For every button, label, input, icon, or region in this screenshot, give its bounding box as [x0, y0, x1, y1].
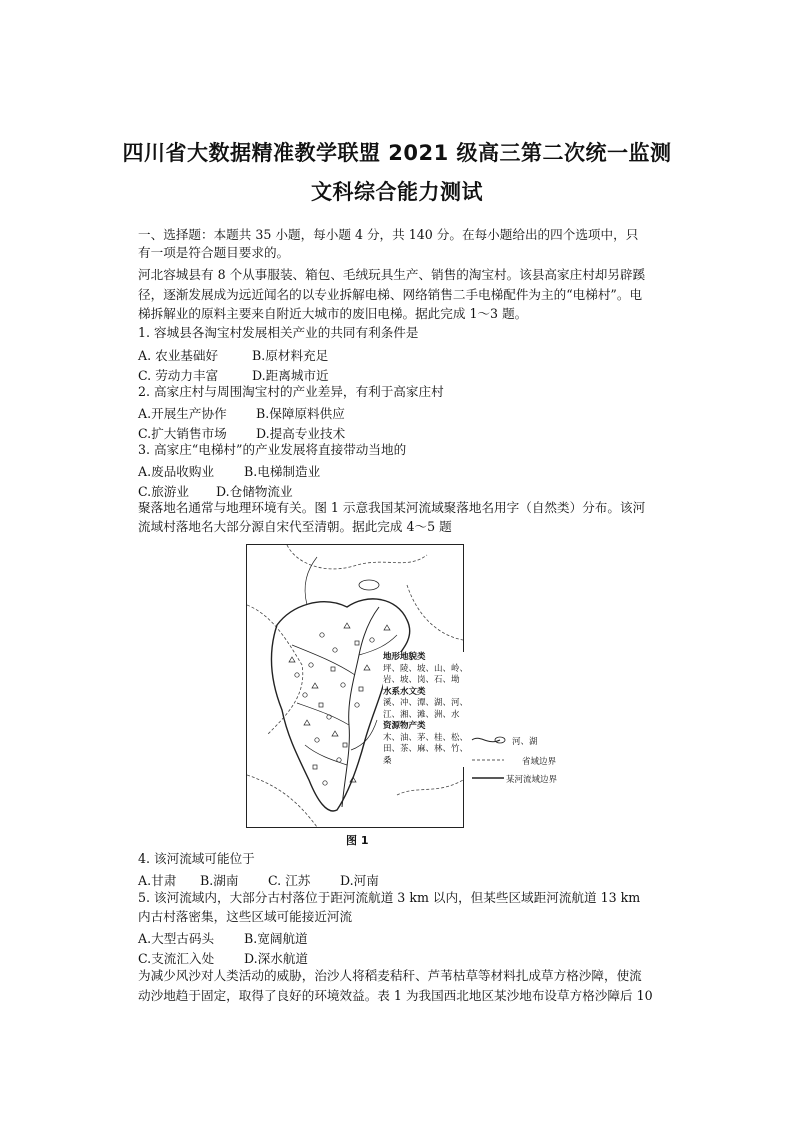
q4-option-d[interactable]: D.河南 [340, 873, 379, 888]
figure-caption: 图 1 [346, 834, 369, 847]
passage-1-line-2: 径，逐渐发展成为远近闻名的以专业拆解电梯、网络销售二手电梯配件为主的“电梯村”。电 [138, 287, 643, 302]
legend-terrain-chars: 坪、陵、坡、山、岭、岩、坡、岗、石、坳 [383, 663, 469, 685]
q4-option-b[interactable]: B.湖南 [200, 873, 239, 888]
page-subtitle: 文科综合能力测试 [311, 180, 483, 204]
section-instructions-cont: 有一项是符合题目要求的。 [138, 245, 290, 260]
q4-option-a[interactable]: A.甘肃 [138, 873, 177, 888]
question-3-stem: 3. 高家庄“电梯村”的产业发展将直接带动当地的 [138, 442, 407, 457]
question-2-stem: 2. 高家庄村与周围淘宝村的产业差异，有利于高家庄村 [138, 384, 444, 399]
passage-3-line-2: 动沙地趋于固定，取得了良好的环境效益。表 1 为我国西北地区某沙地布设草方格沙障后 10 [138, 988, 653, 1003]
q5-option-a[interactable]: A.大型古码头 [138, 931, 215, 946]
q1-option-a[interactable]: A. 农业基础好 [138, 348, 219, 363]
section-instructions: 一、选择题：本题共 35 小题，每小题 4 分，共 140 分。在每小题给出的四个选项中，只 [138, 227, 639, 242]
question-5-stem: 5. 该河流域内，大部分古村落位于距河流航道 3 km 以内，但某些区域距河流航道 13 km [138, 890, 641, 905]
legend-river-lake: 河、湖 [512, 737, 538, 747]
passage-1-line-3: 梯拆解业的原料主要来自附近大城市的废旧电梯。据此完成 1～3 题。 [138, 306, 528, 321]
q3-option-d[interactable]: D.仓储物流业 [216, 484, 293, 499]
q2-option-c[interactable]: C.扩大销售市场 [138, 426, 227, 441]
passage-2-line-2: 流域村落地名大部分源自宋代至清朝。据此完成 4～5 题 [138, 519, 452, 534]
q3-option-a[interactable]: A.废品收购业 [138, 464, 215, 479]
q4-option-c[interactable]: C. 江苏 [268, 873, 311, 888]
q5-option-d[interactable]: D.深水航道 [244, 951, 309, 966]
legend-resource-chars: 木、油、茅、桂、松、田、茶、麻、林、竹、桑 [383, 732, 469, 766]
q3-option-b[interactable]: B.电梯制造业 [244, 464, 321, 479]
q5-option-c[interactable]: C.支流汇入处 [138, 951, 215, 966]
legend-water-chars: 溪、冲、潭、湖、河、江、湘、滩、洲、水 [383, 698, 469, 720]
page-title: 四川省大数据精准教学联盟 2021 级高三第二次统一监测 [122, 141, 672, 165]
q1-option-b[interactable]: B.原材料充足 [252, 348, 329, 363]
q2-option-a[interactable]: A.开展生产协作 [138, 406, 227, 421]
legend-basin-border: 某河流域边界 [506, 775, 558, 785]
passage-3-line-1: 为减少风沙对人类活动的威胁，治沙人将稻麦秸秆、芦苇枯草等材料扎成草方格沙障，使流 [138, 968, 642, 983]
q1-option-c[interactable]: C. 劳动力丰富 [138, 368, 219, 383]
q1-option-d[interactable]: D.距离城市近 [252, 368, 329, 383]
external-legend-symbols [470, 732, 510, 792]
q5-option-b[interactable]: B.宽阔航道 [244, 931, 308, 946]
legend-terrain-title: 地形地貌类 [383, 652, 426, 662]
legend-resource-title: 资源物产类 [383, 721, 426, 731]
map-legend [383, 652, 471, 767]
q2-option-d[interactable]: D.提高专业技术 [256, 426, 346, 441]
question-5-stem-cont: 内古村落密集，这些区域可能接近河流 [138, 909, 353, 924]
legend-province-border: 省域边界 [522, 757, 557, 767]
passage-1-line-1: 河北容城县有 8 个从事服装、箱包、毛绒玩具生产、销售的淘宝村。该县高家庄村却另辟蹊 [138, 267, 646, 282]
question-4-stem: 4. 该河流域可能位于 [138, 851, 255, 866]
q3-option-c[interactable]: C.旅游业 [138, 484, 189, 499]
q2-option-b[interactable]: B.保障原料供应 [256, 406, 345, 421]
passage-2-line-1: 聚落地名通常与地理环境有关。图 1 示意我国某河流域聚落地名用字（自然类）分布。该河 [138, 500, 646, 515]
question-1-stem: 1. 容城县各淘宝村发展相关产业的共同有利条件是 [138, 325, 419, 340]
legend-water-title: 水系水文类 [383, 686, 426, 697]
